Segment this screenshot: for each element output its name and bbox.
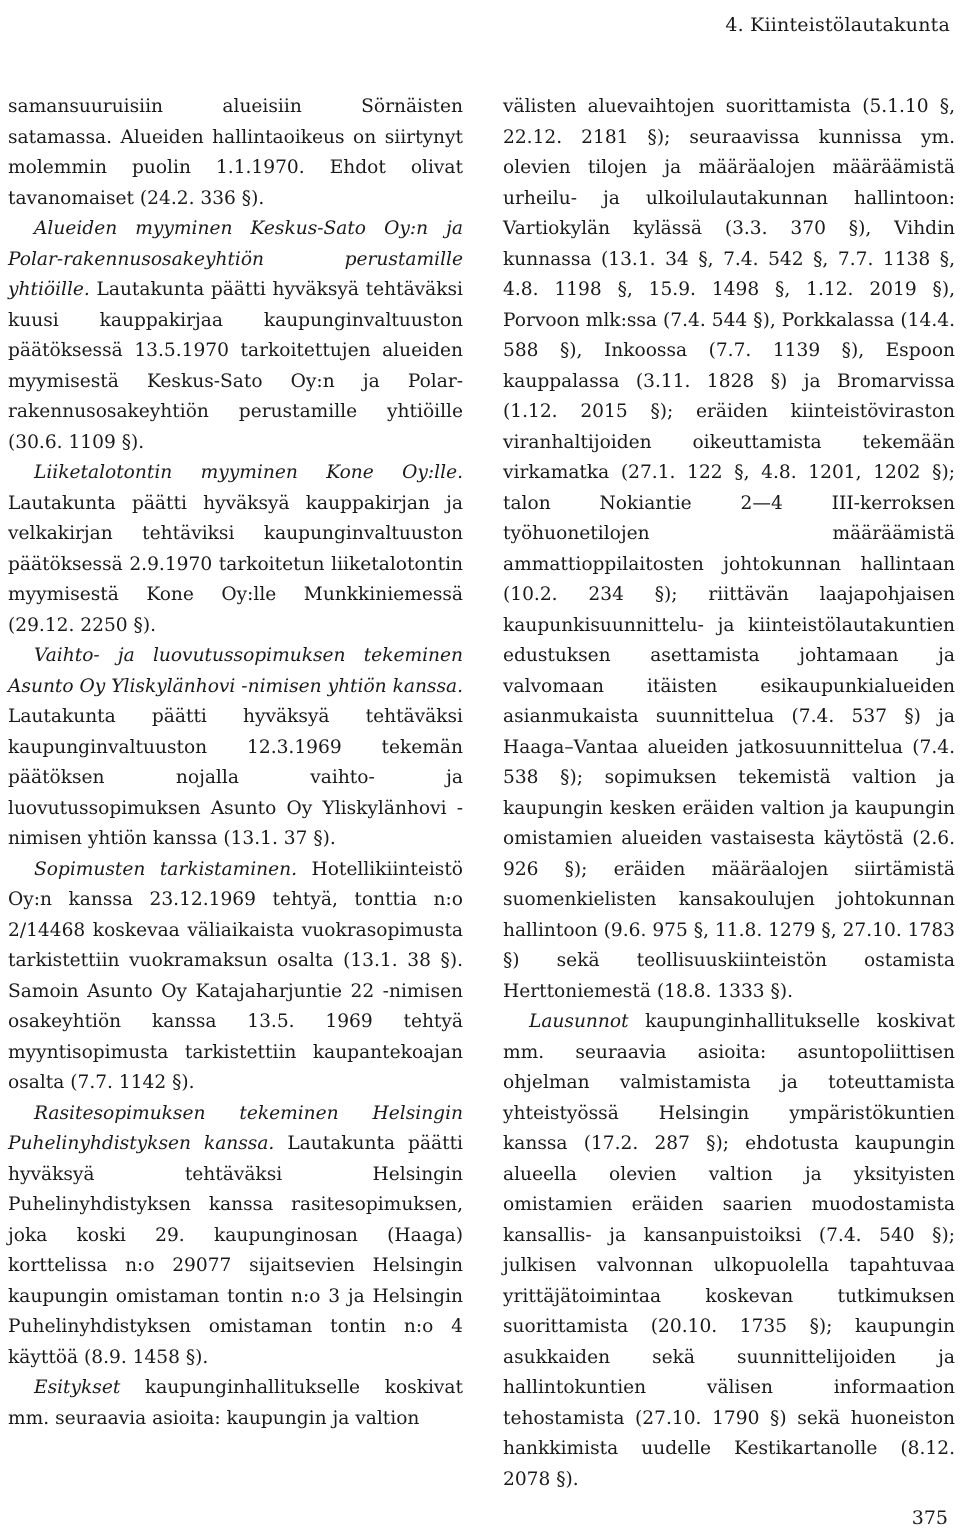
paragraph-text: Lautakunta päätti hyväksyä tehtäväksi kaupunginvaltuuston 12.3.1969 tekemän päätöksen nojalla vaihto- ja luovutussopimuksen Asunto Oy Yliskylänhovi -nimisen yhtiön kanssa (13.1. 37 §).	[8, 706, 463, 849]
paragraph-lead: Lausunnot	[529, 1011, 629, 1032]
right-column	[503, 92, 955, 1495]
paragraph-continuation	[8, 92, 463, 214]
paragraph-lead: Rasitesopimuksen tekeminen Helsingin Puhelinyhdistyksen kanssa.	[8, 1102, 463, 1154]
paragraph-lead: Esitykset	[34, 1377, 121, 1398]
paragraph-text: kaupunginhallitukselle koskivat mm. seuraavia asioita: kaupungin ja valtion	[8, 1377, 463, 1429]
paragraph-lead: Alueiden myyminen Keskus-Sato Oy:n ja Polar-rakennusosakeyhtiön perustamille yhtiöille.	[8, 218, 463, 300]
paragraph-area-sales	[8, 214, 463, 458]
page-number: 375	[911, 1507, 948, 1529]
paragraph-exchange-agreement	[8, 641, 463, 855]
paragraph-contract-review	[8, 855, 463, 1099]
paragraph-text: välisten aluevaihtojen suorittamista (5.1.10 §, 22.12. 2181 §); seuraavissa kunnissa ym. olevien tilojen ja määräalojen määräämistä urheilu- ja ulkoilulautakunnan hallintoon: Vartiokylän kylässä (3.3. 370 §), Vihdin kunnassa (13.1. 34 §, 7.4. 542 §, 7.7. 1138 §, 4.8. 1198 §, 15.9. 1498 §, 1.12. 2019 §), Porvoon mlk:ssa (7.4. 544 §), Porkkalassa (14.4. 588 §), Inkoossa (7.7. 1139 §), Espoon kauppalassa (3.11. 1828 §) ja Bromarvissa (1.12. 2015 §); eräiden kiinteistöviraston viranhaltijoiden oikeuttamista tekemään virkamatka (27.1. 122 §, 4.8. 1201, 1202 §); talon Nokiantie 2—4 III-kerroksen työhuonetilojen määräämistä ammattioppilaitosten johtokunnan hallintaan (10.2. 234 §); riittävän laajapohjaisen kaupunkisuunnittelu- ja kiinteistölautakuntien edustuksen asettamista johtamaan ja valvomaan itäisten esikaupunkialueiden asianmukaista suunnittelua (7.4. 537 §) ja Haaga–Vantaa alueiden jatkosuunnittelua (7.4. 538 §); sopimuksen tekemistä valtion ja kaupungin kesken eräiden valtion ja kaupungin omistamien alueiden vastaisesta käytöstä (2.6. 926 §); eräiden määräalojen siirtämistä suomenkielisten kansakoulujen johtokunnan hallintoon (9.6. 975 §, 11.8. 1279 §, 27.10. 1783 §) sekä teollisuuskiinteistön ostamista Herttoniemestä (18.8. 1333 §).	[503, 96, 955, 1002]
paragraph-lead: Sopimusten tarkistaminen.	[34, 858, 298, 880]
paragraph-text: samansuuruisiin alueisiin Sörnäisten satamassa. Alueiden hallintaoikeus on siirtynyt molemmin puolin 1.1.1970. Ehdot olivat tavanomaiset (24.2. 336 §).	[8, 96, 463, 209]
paragraph-text: Lautakunta päätti hyväksyä tehtäväksi kuusi kauppakirjaa kaupunginvaltuuston päätöksessä 13.5.1970 tarkoitettujen alueiden myymisestä Keskus-Sato Oy:n ja Polar-rakennusosakeyhtiön perustamille yhtiöille (30.6. 1109 §).	[8, 279, 463, 453]
paragraph-statements	[503, 1007, 955, 1495]
paragraph-proposals-continued	[503, 92, 955, 1007]
running-title: 4. Kiinteistölautakunta	[725, 14, 950, 36]
paragraph-text: Lautakunta päätti hyväksyä tehtäväksi Helsingin Puhelinyhdistyksen kanssa rasitesopimuksen, joka koski 29. kaupunginosan (Haaga) korttelissa n:o 29077 sijaitsevien Helsingin kaupungin omistaman tontin n:o 3 ja Helsingin Puhelinyhdistyksen omistaman tontin n:o 4 käyttöä (8.9. 1458 §).	[8, 1133, 463, 1368]
paragraph-text: kaupunginhallitukselle koskivat mm. seuraavia asioita: asuntopoliittisen ohjelman valmistamista ja toteuttamista yhteistyössä Helsingin ympäristökuntien kanssa (17.2. 287 §); ehdotusta kaupungin alueella olevien valtion ja yksityisten omistamien eräiden saarien muodostamista kansallis- ja kansanpuistoiksi (7.4. 540 §); julkisen valvonnan ulkopuolella tapahtuvaa yrittäjätoimintaa koskevan tutkimuksen suorittamista (20.10. 1735 §); kaupungin asukkaiden sekä suunnittelijoiden ja hallintokuntien välisen informaation tehostamista (27.10. 1790 §) sekä huoneiston hankkimista uudelle Kestikartanolle (8.12. 2078 §).	[503, 1011, 955, 1490]
paragraph-kone-plot	[8, 458, 463, 641]
paragraph-proposals	[8, 1373, 463, 1434]
paragraph-text: Hotellikiinteistö Oy:n kanssa 23.12.1969 tehtyä, tonttia n:o 2/14468 koskevaa väliaikaista vuokrasopimusta tarkistettiin vuokramaksun osalta (13.1. 38 §). Samoin Asunto Oy Katajaharjuntie 22 -nimisen osakeyhtiön kanssa 13.5. 1969 tehtyä myyntisopimusta tarkistettiin kaupantekoajan osalta (7.7. 1142 §).	[8, 858, 463, 1093]
paragraph-lead: Liiketalotontin myyminen Kone Oy:lle.	[34, 462, 463, 483]
paragraph-lead: Vaihto- ja luovutussopimuksen tekeminen Asunto Oy Yliskylänhovi -nimisen yhtiön kanssa.	[8, 645, 463, 697]
left-column	[8, 92, 463, 1434]
paragraph-text: Lautakunta päätti hyväksyä kauppakirjan ja velkakirjan tehtäviksi kaupunginvaltuuston päätöksessä 2.9.1970 tarkoitetun liiketalotontin myymisestä Kone Oy:lle Munkkiniemessä (29.12. 2250 §).	[8, 492, 463, 636]
paragraph-easement	[8, 1099, 463, 1374]
